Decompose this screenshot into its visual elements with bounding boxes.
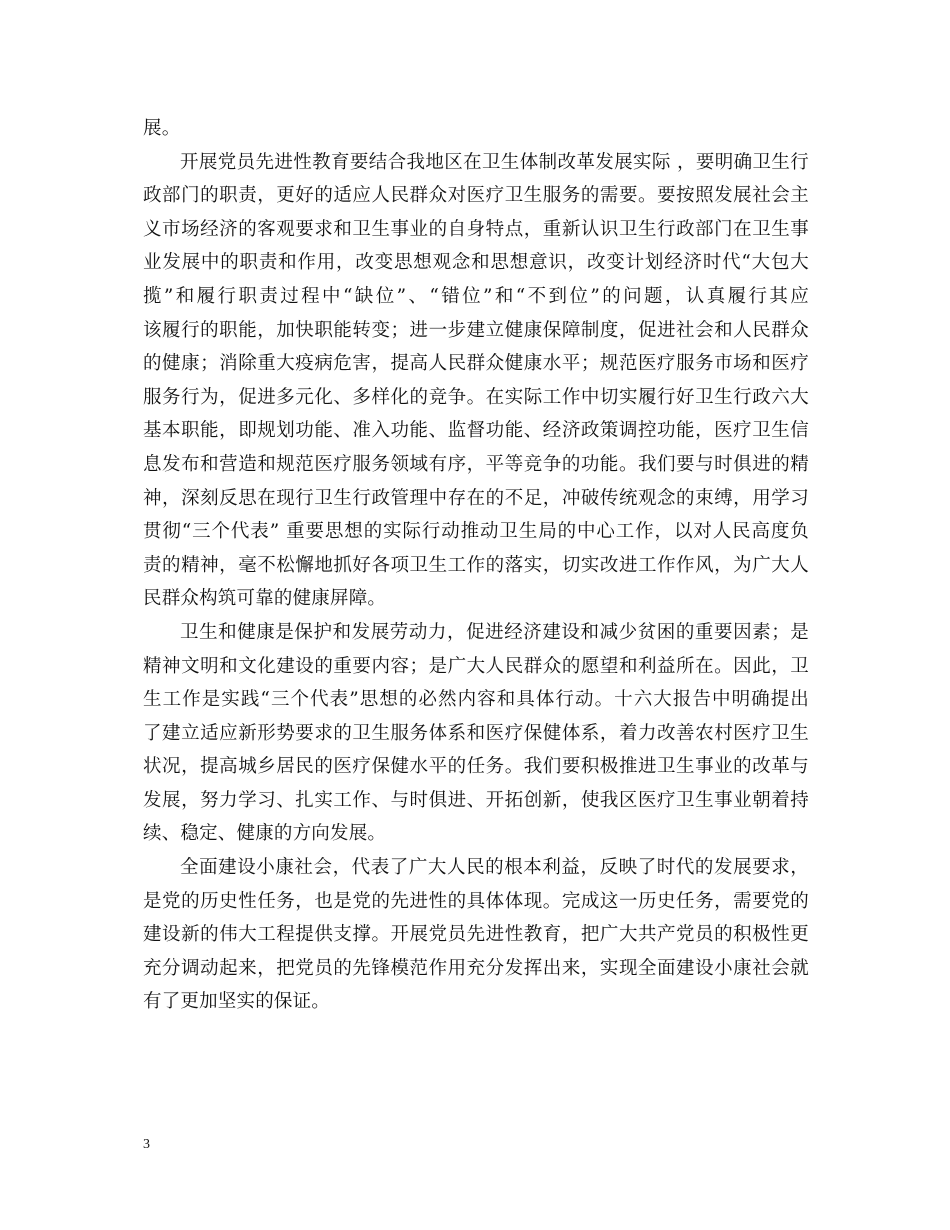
- text-line: 贯彻“三个代表” 重要思想的实际行动推动卫生局的中心工作，以对人民高度负: [143, 521, 809, 543]
- text-line: 发展，努力学习、扎实工作、与时俱进、开拓创新，使我区医疗卫生事业朝着持: [143, 789, 809, 811]
- text-line: 续、稳定、健康的方向发展。: [143, 823, 387, 845]
- page-number: 3: [143, 1137, 150, 1152]
- text-line: 有了更加坚实的保证。: [143, 991, 331, 1013]
- text-line: 政部门的职责，更好的适应人民群众对医疗卫生服务的需要。要按照发展社会主: [143, 185, 809, 207]
- text-line: 神，深刻反思在现行卫生行政管理中存在的不足，冲破传统观念的束缚，用学习: [143, 487, 809, 509]
- text-line: 精神文明和文化建设的重要内容；是广大人民群众的愿望和利益所在。因此，卫: [143, 655, 809, 677]
- text-line: 业发展中的职责和作用，改变思想观念和思想意识，改变计划经济时代“大包大: [143, 252, 809, 274]
- text-line: 卫生和健康是保护和发展劳动力，促进经济建设和减少贫困的重要因素；是: [180, 621, 809, 643]
- text-line: 揽”和履行职责过程中“缺位”、“错位”和“不到位”的问题，认真履行其应: [143, 285, 809, 307]
- text-line: 民群众构筑可靠的健康屏障。: [143, 588, 387, 610]
- text-line: 生工作是实践“三个代表”思想的必然内容和具体行动。十六大报告中明确提出: [143, 689, 809, 711]
- text-line: 义市场经济的客观要求和卫生事业的自身特点，重新认识卫生行政部门在卫生事: [143, 218, 809, 240]
- text-line: 的健康；消除重大疫病危害，提高人民群众健康水平；规范医疗服务市场和医疗: [143, 353, 809, 375]
- text-line: 服务行为，促进多元化、多样化的竞争。在实际工作中切实履行好卫生行政六大: [143, 386, 809, 408]
- text-lines: [143, 112, 809, 1019]
- text-line: 了建立适应新形势要求的卫生服务体系和医疗保健体系，着力改善农村医疗卫生: [143, 722, 809, 744]
- text-line: 开展党员先进性教育要结合我地区在卫生体制改革发展实际 ，要明确卫生行: [180, 151, 809, 173]
- text-line: 该履行的职能，加快职能转变；进一步建立健康保障制度，促进社会和人民群众: [143, 319, 809, 341]
- text-line: 基本职能，即规划功能、准入功能、监督功能、经济政策调控功能，医疗卫生信: [143, 420, 809, 442]
- document-body: [143, 112, 809, 1019]
- text-line: 全面建设小康社会，代表了广大人民的根本利益，反映了时代的发展要求，: [180, 857, 809, 879]
- text-line: 展。: [143, 118, 181, 139]
- text-line: 是党的历史性任务，也是党的先进性的具体体现。完成这一历史任务，需要党的: [143, 890, 809, 912]
- text-line: 息发布和营造和规范医疗服务领域有序，平等竞争的功能。我们要与时俱进的精: [143, 453, 809, 475]
- text-line: 建设新的伟大工程提供支撑。开展党员先进性教育，把广大共产党员的积极性更: [143, 924, 809, 946]
- text-line: 充分调动起来，把党员的先锋模范作用充分发挥出来，实现全面建设小康社会就: [143, 957, 809, 979]
- text-line: 状况，提高城乡居民的医疗保健水平的任务。我们要积极推进卫生事业的改革与: [143, 756, 809, 778]
- text-line: 责的精神，毫不松懈地抓好各项卫生工作的落实，切实改进工作作风，为广大人: [143, 554, 809, 576]
